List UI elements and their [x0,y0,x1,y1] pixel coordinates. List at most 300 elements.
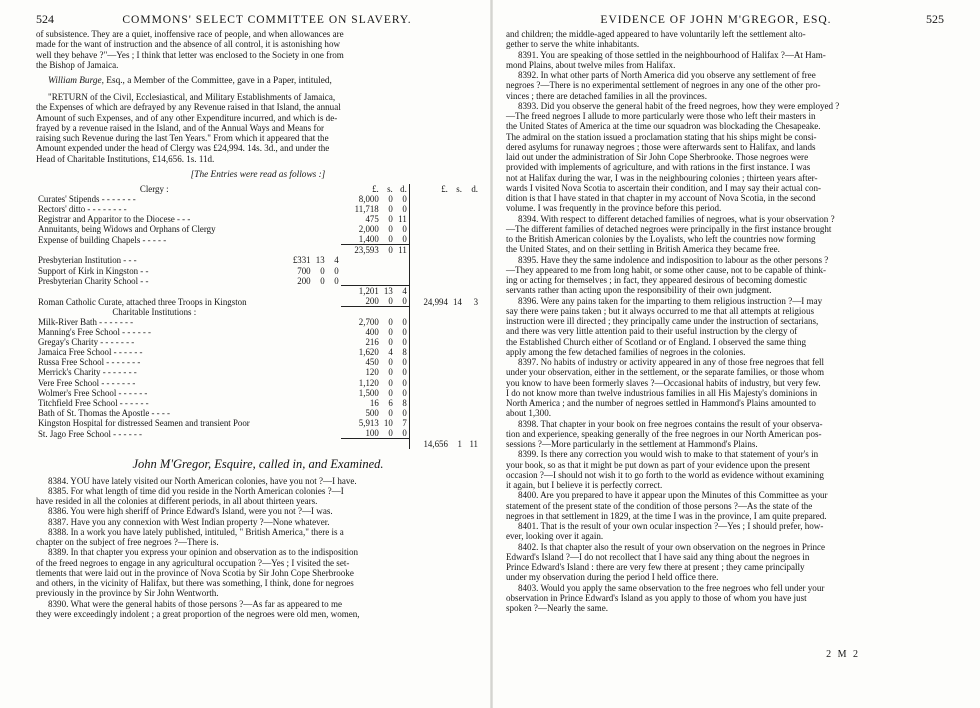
shillings [381,439,395,449]
table-row [36,214,480,224]
table-row [36,337,480,347]
total-pounds [409,276,450,286]
pounds: 1,201 [341,286,381,297]
total-pounds [409,327,450,337]
row-label: Merrick's Charity - - - - - - - [38,367,137,378]
pounds: 120 [365,367,379,378]
pence: 0 [402,337,407,348]
inner-pence [327,357,341,367]
total-pounds [409,398,450,408]
total-pence: 11 [469,438,478,449]
inner-pence [327,398,341,408]
burge-name: William Burge, [48,76,104,86]
qa-line: the United States, and on their settling in British America they became free. [506,244,780,255]
qa-line: statement of the present state of the condition of those persons ?—As the state of the [506,500,813,511]
qa-line: they were exceedingly indolent ; a great proportion of the negroes were old men, women, [36,608,360,619]
pence [395,266,410,276]
inner-pounds [273,286,313,297]
pence: 0 [402,407,407,418]
total-pounds [409,286,450,297]
qa-line: 8398. That chapter in your book on free negroes contains the result of your observa- [518,418,823,429]
shillings: 0 [388,407,393,418]
burge-rest: Esq., a Member of the Committee, gave in a Paper, intituled, [103,76,332,86]
inner-pence: 0 [334,265,339,276]
shillings: 0 [388,327,393,338]
inner-pence [327,388,341,398]
total-pence [464,234,480,245]
row-label: Wolmer's Free School - - - - - - [38,387,148,398]
total-pence [464,224,480,234]
pence: 11 [398,214,407,225]
qa-line: negroes in that settlement in 1829, at the time I was in the province, I am quite prepared. [506,510,827,521]
qa-line: Edward's Island ?—I do not recollect that I have said any thing about the negroes in [506,551,810,562]
pence: 0 [402,327,407,338]
qa-line: mond Plains, about twelve miles from Halifax. [506,59,676,70]
inner-pence [327,286,341,297]
shillings: s. [387,183,393,194]
inner-pence [327,204,341,214]
qa-line: your book, so as that it might be put down as part of your evidence upon the present [506,459,811,470]
qa-right [506,29,944,613]
shillings: 0 [388,428,393,438]
total-shillings [450,428,464,439]
total-pounds: 14,656 [409,439,450,449]
pence: 7 [402,417,407,428]
qa-line: spoken ?—Nearly the same. [506,603,608,613]
qa-line: 8384. YOU have lately visited our North American colonies, have you not ?—I have. [48,475,357,486]
inner-pounds [273,418,313,428]
inner-pence [327,378,341,388]
total-shillings [450,214,464,224]
row-label: Russa Free School - - - - - - - [38,357,141,368]
pounds: £. [372,183,379,194]
table-row [36,266,480,276]
table-row [36,317,480,327]
qa-line: it again, but I believe it is perfectly correct. [506,480,663,490]
total-shillings [450,398,464,408]
qa-line: The admiral on the station issued a proclamation stating that his ships might be consi- [506,131,817,142]
row-label: Bath of St. Thomas the Apostle - - - - [38,407,170,418]
total-pounds [409,266,450,276]
qa-line: 8389. In that chapter you express your opinion and observation as to the indisposition [48,547,359,558]
pence: 8 [402,397,407,408]
total-shillings [450,347,464,357]
return-line: Amount of such Expenses, and of any other Expenditure incurred, and which is de- [36,112,338,123]
qa-line: —The freed negroes I allude to more particularly were those who left their masters in [506,111,816,121]
total-pence [464,276,480,286]
pence: 0 [402,377,407,388]
total-pounds [409,317,450,327]
total-shillings [450,234,464,245]
total-shillings [450,286,464,297]
inner-shillings [313,418,327,428]
row-label: Charitable Institutions : [112,306,197,317]
pence [395,439,410,449]
shillings: 4 [388,347,393,358]
pence: 0 [402,203,407,214]
subtotal-row [36,286,480,297]
inner-shillings [313,184,327,194]
qa-line: occasion ?—I should not wish it to go forth to the world as evidence without examining [506,469,824,480]
inner-pence [327,194,341,204]
burge-line [36,76,480,87]
table-row [36,234,480,245]
total-pence [464,317,480,327]
table-row [36,204,480,214]
left-running-head: COMMONS' SELECT COMMITTEE ON SLAVERY. [122,14,412,26]
inner-pounds [273,378,313,388]
qa-line: ing or acting for themselves ; in fact, they appeared desirous of becoming domestic [506,275,807,285]
shillings [381,307,395,317]
inner-shillings [313,204,327,214]
table-row [36,255,480,265]
row-label: Clergy : [139,183,169,194]
inner-shillings [313,388,327,398]
total-pounds [409,378,450,388]
return-line: Amount expended under the head of Clergy was £24,994. 14s. 3d., and under the [36,143,330,154]
left-page-number: 524 [36,12,54,26]
total-shillings [450,255,464,265]
inner-pounds [273,388,313,398]
qa-line: vinces ; there are detached families in all the provinces. [506,90,707,101]
right-page [496,0,980,708]
shillings: 6 [388,397,393,408]
total-row [36,296,480,307]
inner-pence [327,317,341,327]
qa-line: 8392. In what other parts of North America did you observe any settlement of free [518,70,816,80]
pounds [341,255,381,265]
pounds: 216 [365,337,379,348]
inner-pounds: 700 [297,265,311,276]
qa-line: under your observation, either in the settlement, or the separate families, or those whom [506,367,825,378]
total-pence: 3 [473,296,478,307]
inner-pounds [273,357,313,367]
row-label: Kingston Hospital for distressed Seamen and transient Poor [38,417,250,428]
pence: 0 [402,387,407,398]
table-row [36,408,480,418]
inner-shillings: 13 [315,255,325,266]
pounds: 1,120 [358,377,379,388]
row-label: Presbyterian Charity School - - [38,275,149,286]
qa-line: 8390. What were the general habits of those persons ?—As far as appeared to me [48,598,343,609]
pence: 0 [402,193,407,204]
inner-pounds [273,245,313,256]
subtotal-row [36,245,480,256]
table-row [36,378,480,388]
total-pence [464,266,480,276]
right-header [506,12,944,29]
pounds: 8,000 [358,193,379,204]
qa-line: gether to serve the white inhabitants. [506,39,640,50]
qa-line: 8386. You were high sheriff of Prince Edward's Island, were you not ?—I was. [48,506,333,517]
qa-line: the Established Church either of Scotland or of England. I observed the same thing [506,336,806,347]
row-label: Rectors' ditto - - - - - - - - [38,203,127,214]
total-pounds: £. [409,184,450,194]
total-pence [464,194,480,204]
qa-line: 8395. Have they the same indolence and indisposition to labour as the other persons ? [518,254,829,265]
pounds: 1,620 [358,347,379,358]
pounds: 11,718 [354,203,379,214]
inner-shillings [313,234,327,245]
shillings: 0 [381,245,395,256]
table-row [36,428,480,439]
row-label: Titchfield Free School - - - - - - [38,397,149,408]
inner-shillings [313,378,327,388]
inner-shillings [313,286,327,297]
pence: 0 [402,296,407,307]
shillings: 0 [388,367,393,378]
pence: 0 [402,316,407,327]
total-shillings [450,378,464,388]
total-shillings [450,204,464,214]
row-label [36,286,273,297]
total-pounds [409,224,450,234]
shillings: 0 [388,316,393,327]
inner-pounds [273,317,313,327]
inner-shillings [313,317,327,327]
total-pence [464,357,480,367]
qa-line: 8396. Were any pains taken for the imparting to them religious instruction ?—I may [518,295,823,306]
inner-pence [327,367,341,377]
inner-pence [327,439,341,449]
total-shillings [450,194,464,204]
return-line: "RETURN of the Civil, Ecclesiastical, and Military Establishments of Jamaica, [48,92,336,102]
inner-shillings [313,357,327,367]
row-label: Gregay's Charity - - - - - - - [38,337,135,348]
pence: 0 [402,234,407,245]
shillings: 0 [388,387,393,398]
pence: 4 [395,286,410,297]
inner-pounds [273,367,313,377]
qa-line: not at Halifax during the war, I was in the neighbouring colonies ; thirteen years after- [506,172,818,183]
shillings: 0 [388,203,393,214]
total-pounds [409,418,450,428]
inner-pounds [273,408,313,418]
total-pounds [409,307,450,317]
inner-shillings [313,439,327,449]
pence [395,255,410,265]
total-pence [464,337,480,347]
row-label: St. Jago Free School - - - - - - [38,428,143,439]
table-row [36,418,480,428]
shillings [381,266,395,276]
total-shillings [450,367,464,377]
qa-line: chapter on the subject of free negroes ?—There is. [36,537,219,548]
row-label: Milk-River Bath - - - - - - - [38,316,134,327]
inner-pence [327,245,341,256]
inner-pounds [273,337,313,347]
qa-line: North America ; and the number of negroes settled in Hammond's Plains amounted to [506,398,816,408]
pounds: 450 [365,357,379,368]
intro-line: the Bishop of Jamaica. [36,59,119,70]
table-row [36,398,480,408]
inner-pence [327,307,341,317]
inner-pounds [273,184,313,194]
total-shillings [450,245,464,256]
total-pounds [409,388,450,398]
row-label: Manning's Free School - - - - - - [38,327,152,338]
intro-line: of subsistence. They are a quiet, inoffensive race of people, and when allowances are [36,29,344,39]
qa-line: volume. I was frequently in the province before this period. [506,203,722,214]
total-shillings [450,224,464,234]
inner-pounds: £331 [292,255,311,266]
qa-line: and there was very little attention paid to their useful instruction by the clergy of [506,326,798,337]
inner-pence [327,296,341,307]
table-row [36,367,480,377]
total-shillings [450,357,464,367]
inner-shillings [313,428,327,439]
qa-line: provided with implements of agriculture, and with rations in the first instance. I was [506,162,811,173]
row-label: Vere Free School - - - - - - - [38,377,136,388]
intro-line: well they behave ?"—Yes ; I think that letter was enclosed to the Society in one from [36,49,344,60]
total-pounds [409,347,450,357]
intro-line: made for the want of instruction and the absence of all control, it is astonishing how [36,39,341,50]
total-pence [464,307,480,317]
total-pounds: 24,994 [409,296,450,307]
inner-pence [327,234,341,245]
qa-line: instruction were ill directed ; they principally came under the instruction of sectarians, [506,316,819,326]
row-label: Roman Catholic Curate, attached three Troops in Kingston [38,296,247,307]
shillings [381,255,395,265]
total-pence [464,388,480,398]
shillings: 0 [388,377,393,388]
inner-shillings [313,327,327,337]
pence [395,276,410,286]
inner-shillings [313,194,327,204]
inner-pence: 0 [334,275,339,286]
left-header [36,12,480,29]
qa-line: say there were pains taken ; but it always occurred to me that all attempts at religious [506,305,814,316]
shillings: 0 [388,296,393,307]
qa-line: 8388. In a work you have lately published, intituled, " British America," there is a [48,526,344,537]
total-shillings: 1 [457,438,462,449]
inner-pounds [273,296,313,307]
total-pounds [409,245,450,256]
left-page [0,0,488,708]
pounds: 16 [369,397,379,408]
inner-pence [327,428,341,439]
right-running-head: EVIDENCE OF JOHN M'GREGOR, ESQ. [600,14,832,26]
total-pence [464,408,480,418]
signature-mark: 2 M 2 [826,649,860,660]
total-pence [464,347,480,357]
qa-line: ever, looking over it again. [506,531,604,542]
inner-pounds [273,347,313,357]
inner-pounds [273,234,313,245]
qa-line: to the British American colonies by the Loyalists, who left the countries now forming [506,234,816,244]
inner-shillings: 0 [320,265,325,276]
table-row [36,357,480,367]
return-line: frayed by a revenue raised in the Island, and of the Annual Ways and Means for [36,122,325,133]
qa-line: of the freed negroes to engage in any agricultural occupation ?—Yes ; I visited the set- [36,557,350,568]
shillings: 0 [388,193,393,204]
inner-shillings [313,347,327,357]
inner-pounds [273,428,313,439]
table-row [36,224,480,234]
row-label: Annuitants, being Widows and Orphans of Clergy [38,224,216,235]
pence [395,307,410,317]
row-label [36,245,273,256]
pence: 11 [395,245,410,256]
total-pence [464,367,480,377]
pounds [341,439,381,449]
qa-line: observation in Prince Edward's Island as you apply to those of whom you have just [506,592,807,603]
qa-line: 8387. Have you any connexion with West Indian property ?—None whatever. [48,516,330,527]
shillings: 10 [383,417,393,428]
inner-pounds [273,439,313,449]
qa-line: 8402. Is that chapter also the result of your own observation on the negroes in Prince [518,541,826,552]
total-pence [464,255,480,265]
inner-shillings [313,337,327,347]
examined-heading: John M'Gregor, Esquire, called in, and Examined. [132,456,384,471]
inner-shillings [313,224,327,234]
pounds: 100 [365,428,379,438]
inner-pence [327,408,341,418]
total-pence [464,398,480,408]
inner-shillings [313,367,327,377]
qa-left [36,476,480,620]
qa-line: Prince Edward's Island : there are very few there at present ; they came principally [506,562,805,572]
total-row [36,439,480,449]
qa-line: dered asylums for runaway negroes ; those were afterwards sent to Halifax, and lands [506,141,816,152]
total-pence [464,418,480,428]
qa-line: the United States of America at the time our squadron was blockading the Chesapeake. [506,121,821,132]
inner-shillings: 0 [320,275,325,286]
inner-pounds [273,204,313,214]
total-shillings [450,337,464,347]
inner-pence [327,337,341,347]
inner-pounds [273,398,313,408]
pounds: 475 [365,214,379,225]
pounds [341,307,381,317]
qa-line: have resided in all the colonies at different periods, in all about thirteen years. [36,496,318,507]
inner-pence [327,347,341,357]
entries-note: [The Entries were read as follows :] [190,169,326,180]
table-row [36,388,480,398]
total-shillings: s. [456,183,462,194]
pounds: 2,700 [358,316,379,327]
pence: 0 [402,357,407,368]
total-pounds [409,367,450,377]
qa-line: tion and experience, speaking generally of the free negroes in our North American pos- [506,428,822,439]
total-pounds [409,234,450,245]
qa-line: —They appeared to me from long habit, or some other cause, not to be capable of think- [506,264,827,275]
pounds: 23,593 [341,245,381,256]
table-row [36,276,480,286]
total-pounds [409,357,450,367]
total-pence [464,245,480,256]
pence: 0 [402,367,407,378]
total-shillings [450,327,464,337]
row-label: Presbyterian Institution - - - [38,255,137,266]
total-pounds [409,214,450,224]
qa-line: under my observation during the period I held office there. [506,572,719,583]
qa-line: 8393. Did you observe the general habit of the freed negroes, how they were employed ? [518,100,840,111]
inner-pence [327,327,341,337]
inner-pounds [273,307,313,317]
total-pounds [409,408,450,418]
total-shillings [450,266,464,276]
row-label: Expense of building Chapels - - - - - [38,234,167,245]
total-pence [464,286,480,297]
qa-line: tlements that were laid out in the province of Nova Scotia by Sir John Cope Sherbrooke [36,567,354,578]
total-shillings: 14 [453,296,462,307]
account-table [36,184,480,449]
qa-line: and others, in the vicinity of Halifax, but there was something, I think, done for negroes [36,578,354,589]
pounds: 1,400 [358,234,379,245]
inner-shillings [313,408,327,418]
pounds: 2,000 [358,224,379,235]
